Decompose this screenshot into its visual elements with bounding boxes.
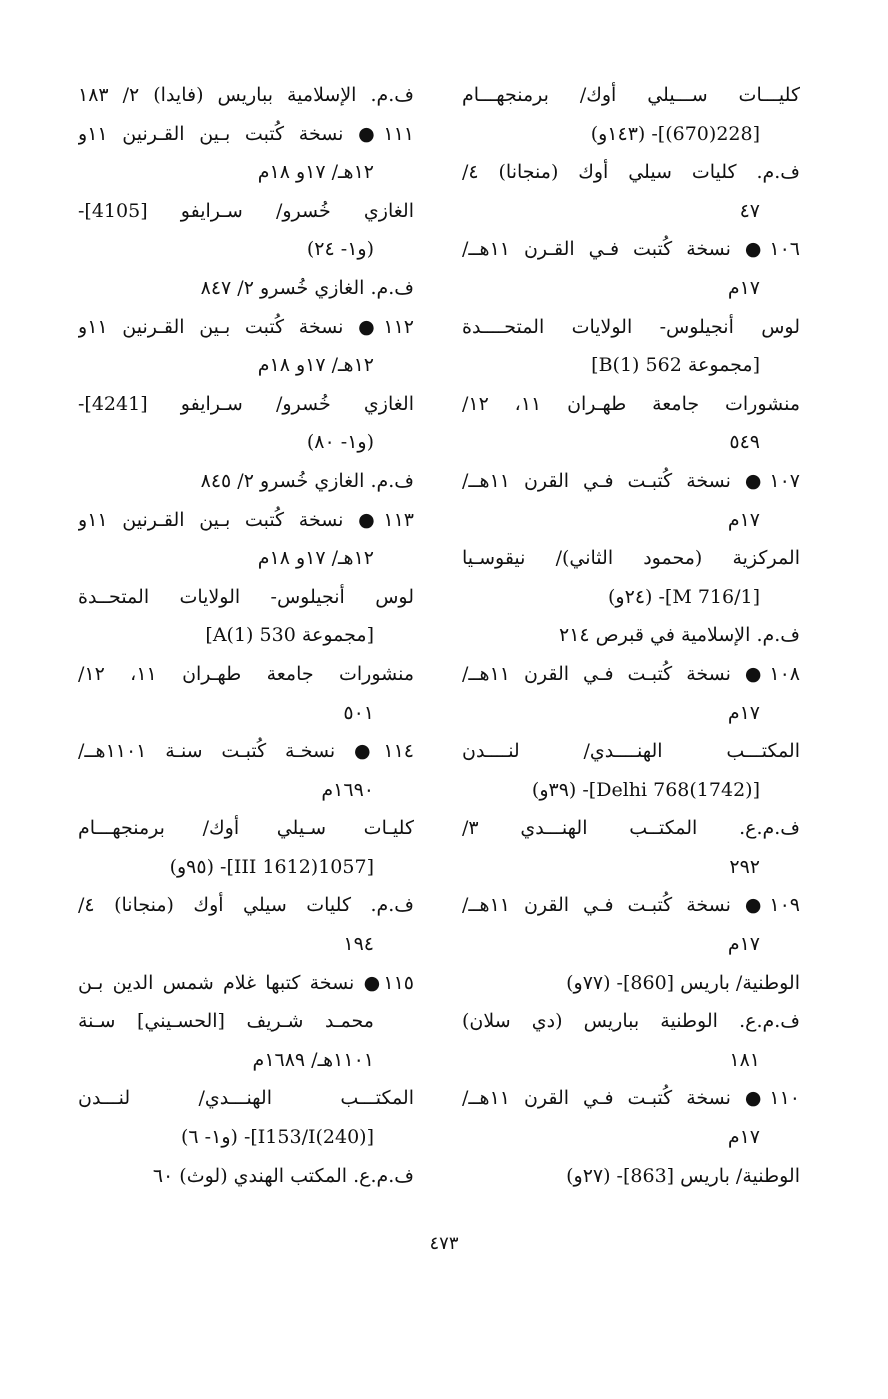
entry-110-heading: ١١٠● نسخة كُتبـت فـي القرن ١١هــ/ bbox=[462, 1087, 800, 1110]
text-line: المكتـــب الهنــــدي/ لنــــدن bbox=[462, 740, 800, 763]
text-line: [Delhi 768(1742)]- (٣٩و) bbox=[531, 778, 760, 801]
text-line: الغازي خُسرو/ سـرايفو [4105]- bbox=[78, 199, 414, 222]
text-line: ف.م. الإسلامية في قبرص ٢١٤ bbox=[559, 624, 800, 647]
text-line: ف.م. الغازي خُسرو ٢/ ٨٤٥ bbox=[200, 469, 414, 492]
text-line: المركزية (محمود الثاني)/ نيقوسـيا bbox=[462, 547, 800, 570]
text-line: [228(670)]- (١٤٣و) bbox=[590, 122, 760, 145]
text-line: ف.م. الإسلامية بباريس (فايدا) ٢/ ١٨٣ bbox=[78, 84, 414, 106]
text-line: ١٧م bbox=[727, 276, 760, 299]
text-line: ٥٠١ bbox=[343, 701, 374, 724]
right-column bbox=[462, 76, 800, 1195]
text-line: لوس أنجيلوس- الولايات المتحــــدة bbox=[462, 315, 800, 338]
text-line: كليـــات ســـيلي أوك/ برمنجهـــام bbox=[462, 84, 800, 106]
text-line: ف.م. كليات سيلي أوك (منجانا) ٤/ bbox=[78, 894, 414, 917]
text-line: المكتـــب الهنـــدي/ لنـــدن bbox=[78, 1087, 414, 1110]
text-line: ف.م.ع. الوطنية بباريس (دي سلان) bbox=[462, 1010, 800, 1033]
text-line: [I153/I(240)]- (و١- ٦) bbox=[181, 1126, 374, 1149]
text-line: منشورات جامعة طهـران ١١، ١٢/ bbox=[78, 662, 414, 685]
text-line: ١٧م bbox=[727, 701, 760, 724]
text-line: ٢٩٢ bbox=[729, 855, 760, 878]
text-line: منشورات جامعة طهـران ١١، ١٢/ bbox=[462, 392, 800, 415]
text-line: ١٧م bbox=[727, 508, 760, 531]
text-line: ٤٧ bbox=[739, 199, 760, 222]
text-line: الغازي خُسرو/ سـرايفو [4241]- bbox=[78, 392, 414, 415]
page-number: ٤٧٣ bbox=[429, 1233, 459, 1254]
entry-112-heading: ١١٢● نسخة كُتبت بـين القـرنين ١١و bbox=[78, 315, 414, 338]
entry-113-heading: ١١٣● نسخة كُتبت بـين القـرنين ١١و bbox=[78, 508, 414, 531]
entry-115-heading: ١١٥● نسخة كتبها غلام شمس الدين بـن bbox=[78, 971, 414, 994]
text-line: ف.م. الغازي خُسرو ٢/ ٨٤٧ bbox=[200, 276, 414, 299]
text-line: محمـد شـريف [الحسـيني] سـنة bbox=[78, 1010, 374, 1033]
text-line: ١٢هـ/ ١٧و ١٨م bbox=[257, 354, 374, 377]
left-column bbox=[78, 76, 414, 1195]
text-line: ١٦٩٠م bbox=[321, 778, 374, 801]
text-line: ٥٤٩ bbox=[729, 431, 760, 454]
entry-108-heading: ١٠٨● نسخة كُتبـت فـي القرن ١١هــ/ bbox=[462, 662, 800, 685]
text-line: ١٧م bbox=[727, 1126, 760, 1149]
text-line: لوس أنجيلوس- الولايات المتحــدة bbox=[78, 585, 414, 608]
text-line: ف.م. كليات سيلي أوك (منجانا) ٤/ bbox=[462, 161, 800, 184]
text-line: (و١- ٢٤) bbox=[306, 238, 374, 261]
text-line: ١٧م bbox=[727, 933, 760, 956]
text-line: ف.م.ع. المكتب الهندي (لوث) ٦٠ bbox=[152, 1164, 414, 1187]
text-line: [M 716/1]- (٢٤و) bbox=[608, 585, 760, 608]
text-line: ١٨١ bbox=[729, 1048, 760, 1071]
entry-107-heading: ١٠٧● نسخة كُتبـت فـي القرن ١١هــ/ bbox=[462, 469, 800, 492]
text-line: (و١- ٨٠) bbox=[306, 431, 374, 454]
entry-106-heading: ١٠٦● نسخة كُتبت فـي القـرن ١١هــ/ bbox=[462, 238, 800, 261]
text-line: ١٩٤ bbox=[343, 933, 374, 956]
text-line: [مجموعة 562 B(1)] bbox=[591, 354, 760, 377]
text-line: ١٢هـ/ ١٧و ١٨م bbox=[257, 547, 374, 570]
text-line: الوطنية/ باريس [860]- (٧٧و) bbox=[566, 971, 800, 994]
entry-114-heading: ١١٤● نسخـة كُتبـت سنـة ١١٠١هــ/ bbox=[78, 740, 414, 763]
text-line: ١١٠١هـ/ ١٦٨٩م bbox=[252, 1048, 374, 1071]
text-line: ١٢هـ/ ١٧و ١٨م bbox=[257, 161, 374, 184]
entry-111-heading: ١١١● نسخة كُتبت بـين القـرنين ١١و bbox=[78, 122, 414, 145]
text-line: كليـات سـيلي أوك/ برمنجهـــام bbox=[78, 817, 414, 840]
text-line: ف.م.ع. المكتــب الهنـــدي ٣/ bbox=[462, 817, 800, 840]
text-line: [مجموعة 530 A(1)] bbox=[205, 624, 374, 647]
text-line: [III 1612)1057]- (٩٥و) bbox=[169, 855, 374, 878]
text-line: الوطنية/ باريس [863]- (٢٧و) bbox=[566, 1164, 800, 1187]
entry-109-heading: ١٠٩● نسخة كُتبـت فـي القرن ١١هــ/ bbox=[462, 894, 800, 917]
